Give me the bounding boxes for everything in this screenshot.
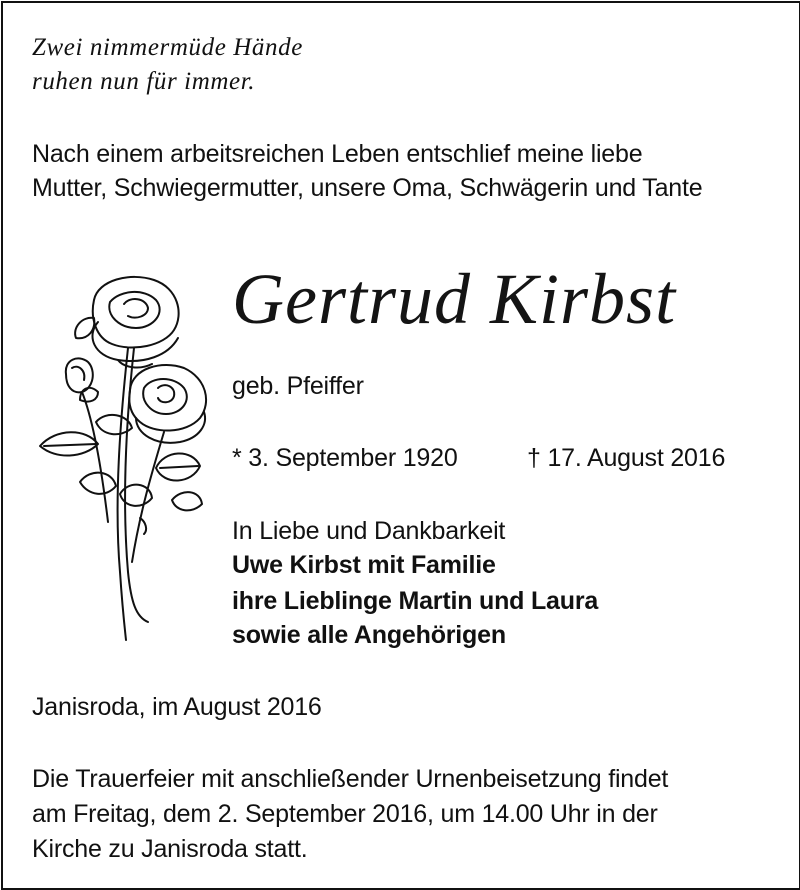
birth-name: geb. Pfeiffer — [232, 372, 364, 400]
rose-bloom — [93, 277, 179, 348]
birth-date: * 3. September 1920 — [232, 444, 458, 472]
rose-stem — [82, 392, 108, 522]
funeral-line-2: am Freitag, dem 2. September 2016, um 14.00 Uhr in der — [32, 800, 658, 828]
place-date: Janisroda, im August 2016 — [32, 693, 322, 721]
mourner-line-3: sowie alle Angehörigen — [232, 621, 506, 649]
motto-line-1: Zwei nimmermüde Hände — [32, 34, 303, 61]
rose-bloom — [129, 365, 206, 431]
intro-line-2: Mutter, Schwiegermutter, unsere Oma, Schwägerin und Tante — [32, 174, 703, 202]
intro-line-1: Nach einem arbeitsreichen Leben entschlief meine liebe — [32, 140, 643, 168]
funeral-line-1: Die Trauerfeier mit anschließender Urnenbeisetzung findet — [32, 765, 669, 793]
funeral-line-3: Kirche zu Janisroda statt. — [32, 835, 308, 863]
rose-leaf — [75, 318, 94, 338]
rose-leaf — [80, 473, 116, 494]
rose-leaf — [172, 492, 202, 510]
deceased-name: Gertrud Kirbst — [232, 259, 677, 339]
mourner-line-1: Uwe Kirbst mit Familie — [232, 551, 496, 579]
motto-line-2: ruhen nun für immer. — [32, 68, 256, 95]
mourner-line-2: ihre Lieblinge Martin und Laura — [232, 587, 599, 615]
rose-icon — [36, 272, 216, 644]
rose-stem — [132, 432, 164, 562]
mourners-intro: In Liebe und Dankbarkeit — [232, 517, 506, 545]
death-date: † 17. August 2016 — [527, 444, 726, 472]
